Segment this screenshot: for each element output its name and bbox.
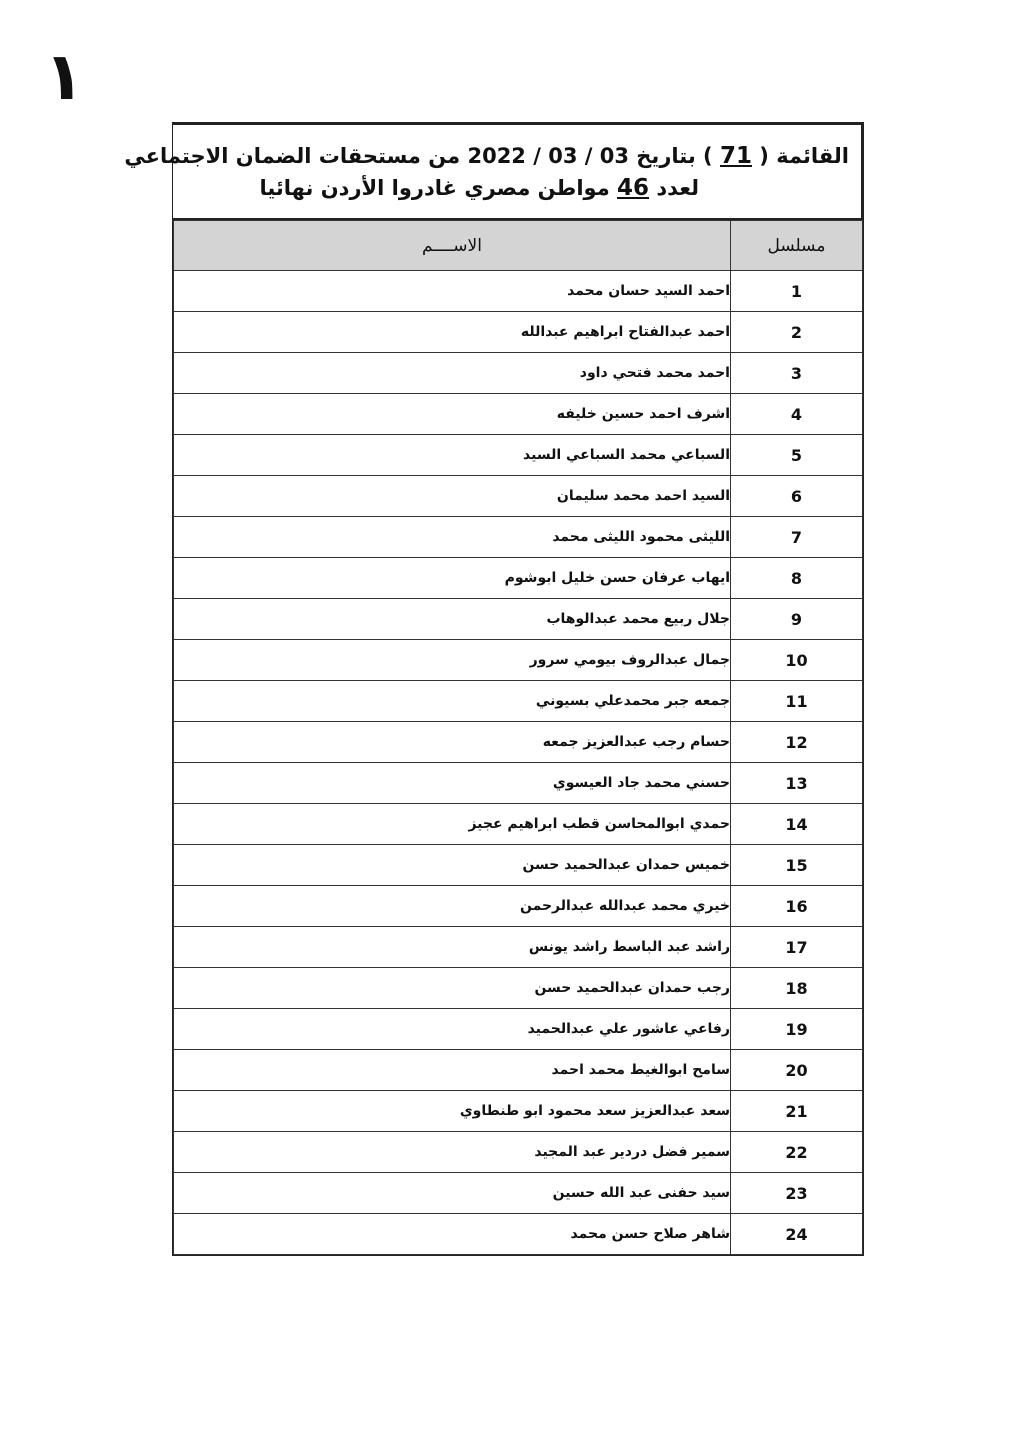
serial-cell: 20 <box>731 1050 863 1091</box>
name-cell: سمير فضل دردير عبد المجيد <box>174 1132 731 1173</box>
title-line-1 <box>124 141 849 171</box>
table-row <box>174 394 863 435</box>
title-date-text: ) بتاريخ 03 / 03 / 2022 من مستحقات الضمان الاجتماعي <box>124 143 713 168</box>
name-cell: حمدي ابوالمحاسن قطب ابراهيم عجيز <box>174 804 731 845</box>
serial-cell: 19 <box>731 1009 863 1050</box>
serial-cell: 4 <box>731 394 863 435</box>
table-row <box>174 271 863 312</box>
name-cell: احمد محمد فتحي داود <box>174 353 731 394</box>
table-row <box>174 1173 863 1214</box>
serial-cell: 17 <box>731 927 863 968</box>
citizen-count: 46 <box>617 174 650 201</box>
table-row <box>174 804 863 845</box>
title-line-2 <box>259 173 849 203</box>
table-row <box>174 1050 863 1091</box>
name-cell: احمد السيد حسان محمد <box>174 271 731 312</box>
table-row <box>174 722 863 763</box>
table-row <box>174 353 863 394</box>
title-prefix: القائمة ( <box>759 143 849 168</box>
table-row <box>174 312 863 353</box>
serial-cell: 5 <box>731 435 863 476</box>
name-cell: حسام رجب عبدالعزيز جمعه <box>174 722 731 763</box>
name-column-header: الاســــم <box>174 221 731 271</box>
serial-cell: 12 <box>731 722 863 763</box>
table-row <box>174 1009 863 1050</box>
table-row <box>174 599 863 640</box>
serial-cell: 14 <box>731 804 863 845</box>
serial-cell: 11 <box>731 681 863 722</box>
table-row <box>174 640 863 681</box>
name-cell: السباعي محمد السباعي السيد <box>174 435 731 476</box>
serial-cell: 6 <box>731 476 863 517</box>
count-prefix: لعدد <box>656 175 699 200</box>
table-row <box>174 476 863 517</box>
name-cell: جمعه جبر محمدعلي بسيوني <box>174 681 731 722</box>
table-row <box>174 558 863 599</box>
serial-cell: 9 <box>731 599 863 640</box>
name-cell: راشد عبد الباسط راشد يونس <box>174 927 731 968</box>
serial-cell: 1 <box>731 271 863 312</box>
names-table <box>173 220 863 1255</box>
document-title <box>124 123 863 220</box>
table-row <box>174 517 863 558</box>
table-body <box>174 271 863 1255</box>
table-row <box>174 763 863 804</box>
name-cell: احمد عبدالفتاح ابراهيم عبدالله <box>174 312 731 353</box>
table-row <box>174 681 863 722</box>
table-header-row <box>174 221 863 271</box>
table-row <box>174 886 863 927</box>
name-cell: السيد احمد محمد سليمان <box>174 476 731 517</box>
document-sheet <box>124 122 864 1256</box>
page-number: ١ <box>44 38 85 115</box>
serial-cell: 10 <box>731 640 863 681</box>
name-cell: خيري محمد عبدالله عبدالرحمن <box>174 886 731 927</box>
table-row <box>174 968 863 1009</box>
name-cell: رفاعي عاشور علي عبدالحميد <box>174 1009 731 1050</box>
name-cell: جلال ربيع محمد عبدالوهاب <box>174 599 731 640</box>
name-cell: سامح ابوالغيط محمد احمد <box>174 1050 731 1091</box>
count-suffix: مواطن مصري غادروا الأردن نهائيا <box>259 175 610 200</box>
name-cell: حسني محمد جاد العيسوي <box>174 763 731 804</box>
serial-cell: 22 <box>731 1132 863 1173</box>
serial-cell: 8 <box>731 558 863 599</box>
serial-cell: 13 <box>731 763 863 804</box>
name-cell: شاهر صلاح حسن محمد <box>174 1214 731 1255</box>
serial-cell: 15 <box>731 845 863 886</box>
table-row <box>174 1091 863 1132</box>
table-row <box>174 927 863 968</box>
serial-cell: 7 <box>731 517 863 558</box>
table-row <box>174 435 863 476</box>
serial-cell: 2 <box>731 312 863 353</box>
serial-column-header: مسلسل <box>731 221 863 271</box>
name-cell: اشرف احمد حسين خليفه <box>174 394 731 435</box>
name-cell: خميس حمدان عبدالحميد حسن <box>174 845 731 886</box>
serial-cell: 24 <box>731 1214 863 1255</box>
serial-cell: 21 <box>731 1091 863 1132</box>
serial-cell: 3 <box>731 353 863 394</box>
serial-cell: 18 <box>731 968 863 1009</box>
name-cell: سعد عبدالعزيز سعد محمود ابو طنطاوي <box>174 1091 731 1132</box>
name-cell: رجب حمدان عبدالحميد حسن <box>174 968 731 1009</box>
serial-cell: 16 <box>731 886 863 927</box>
name-cell: الليثى محمود الليثى محمد <box>174 517 731 558</box>
list-number: 71 <box>719 142 752 169</box>
name-cell: ايهاب عرفان حسن خليل ابوشوم <box>174 558 731 599</box>
serial-cell: 23 <box>731 1173 863 1214</box>
table-row <box>174 1214 863 1255</box>
name-cell: سيد حفنى عبد الله حسين <box>174 1173 731 1214</box>
table-row <box>174 845 863 886</box>
name-cell: جمال عبدالروف بيومي سرور <box>174 640 731 681</box>
table-row <box>174 1132 863 1173</box>
